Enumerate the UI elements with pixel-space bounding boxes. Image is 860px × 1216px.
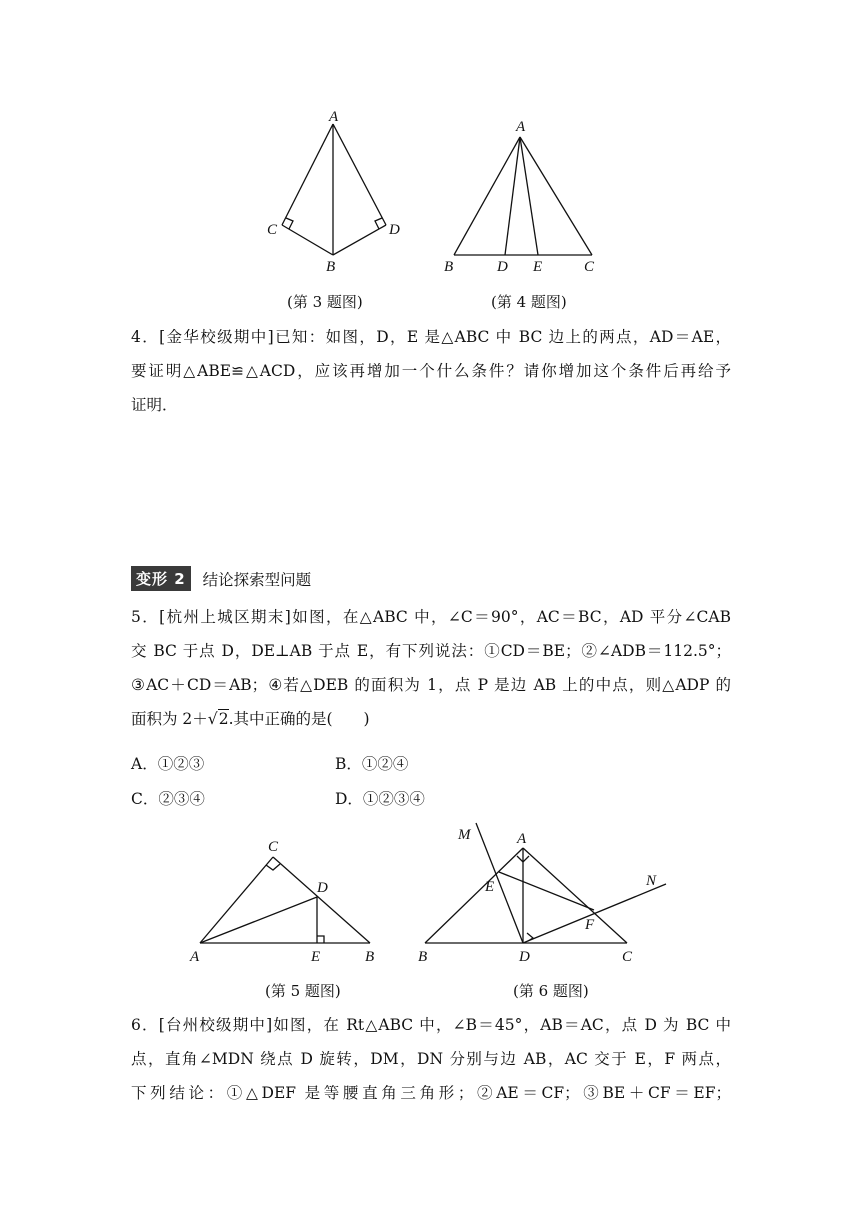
figure-6-caption: (第 6 题图) bbox=[513, 982, 589, 1000]
fig3-label-b: B bbox=[326, 259, 336, 275]
question-5-line-4-post: .其中正确的是( ) bbox=[228, 710, 370, 728]
fig6-label-f: F bbox=[585, 917, 595, 933]
option-a[interactable]: A．①②③ bbox=[131, 755, 205, 773]
question-5-line-3: ③AC＋CD＝AB；④若△DEB 的面积为 1，点 P 是边 AB 上的中点，则△ADP 的 bbox=[131, 676, 731, 694]
question-6-line-2: 点，直角∠MDN 绕点 D 旋转，DM，DN 分别与边 AB，AC 交于 E，F 两点， bbox=[131, 1050, 731, 1068]
question-5-line-4: 面积为 2＋√2.其中正确的是( ) bbox=[131, 710, 370, 728]
fig4-label-a: A bbox=[516, 119, 526, 135]
section-badge: 变形 2 bbox=[131, 566, 191, 591]
fig3-label-a: A bbox=[329, 109, 339, 125]
fig5-label-a: A bbox=[190, 949, 200, 965]
fig5-label-e: E bbox=[311, 949, 321, 965]
radicand: 2 bbox=[218, 710, 229, 728]
fig6-label-c: C bbox=[622, 949, 633, 965]
figure-3-caption: (第 3 题图) bbox=[287, 293, 363, 311]
question-4-line-3: 证明． bbox=[131, 396, 178, 414]
question-6-line-3: 下列结论：①△DEF 是等腰直角三角形；②AE＝CF；③BE＋CF＝EF； bbox=[131, 1084, 731, 1102]
fig6-label-n: N bbox=[646, 873, 657, 889]
option-d[interactable]: D．①②③④ bbox=[335, 790, 425, 808]
fig5-label-b: B bbox=[365, 949, 375, 965]
question-6 bbox=[131, 1008, 731, 1110]
fig6-label-e: E bbox=[485, 879, 495, 895]
fig5-label-d: D bbox=[317, 880, 328, 896]
fig6-label-m: M bbox=[458, 827, 471, 843]
fig3-label-d: D bbox=[389, 222, 400, 238]
figure-4-caption: (第 4 题图) bbox=[491, 293, 567, 311]
section-title: 结论探索型问题 bbox=[202, 570, 312, 589]
fig4-label-e: E bbox=[533, 259, 543, 275]
fig6-label-a: A bbox=[517, 831, 527, 847]
fig5-label-c: C bbox=[268, 839, 279, 855]
fig3-label-c: C bbox=[267, 222, 278, 238]
question-5-line-4-pre: 面积为 2＋ bbox=[131, 710, 208, 728]
question-4-line-2: 要证明△ABE≌△ACD，应该再增加一个什么条件？请你增加这个条件后再给予 bbox=[131, 362, 731, 380]
question-6-line-1: 6．[台州校级期中]如图，在 Rt△ABC 中，∠B＝45°，AB＝AC，点 D 为 BC 中 bbox=[131, 1016, 731, 1034]
question-5-line-1: 5．[杭州上城区期末]如图，在△ABC 中，∠C＝90°，AC＝BC，AD 平分∠CAB bbox=[131, 608, 731, 626]
option-c[interactable]: C．②③④ bbox=[131, 790, 205, 808]
question-4-line-1: 4．[金华校级期中]已知：如图，D，E 是△ABC 中 BC 边上的两点，AD＝AE， bbox=[131, 328, 731, 346]
option-b[interactable]: B．①②④ bbox=[335, 755, 409, 773]
fig6-label-b: B bbox=[418, 949, 428, 965]
figure-5-caption: (第 5 题图) bbox=[265, 982, 341, 1000]
question-5-line-2: 交 BC 于点 D，DE⊥AB 于点 E，有下列说法：①CD＝BE；②∠ADB＝112.5°； bbox=[131, 642, 731, 660]
fig4-label-d: D bbox=[497, 259, 508, 275]
fig4-label-b: B bbox=[444, 259, 454, 275]
fig6-label-d: D bbox=[519, 949, 530, 965]
fig4-label-c: C bbox=[584, 259, 595, 275]
